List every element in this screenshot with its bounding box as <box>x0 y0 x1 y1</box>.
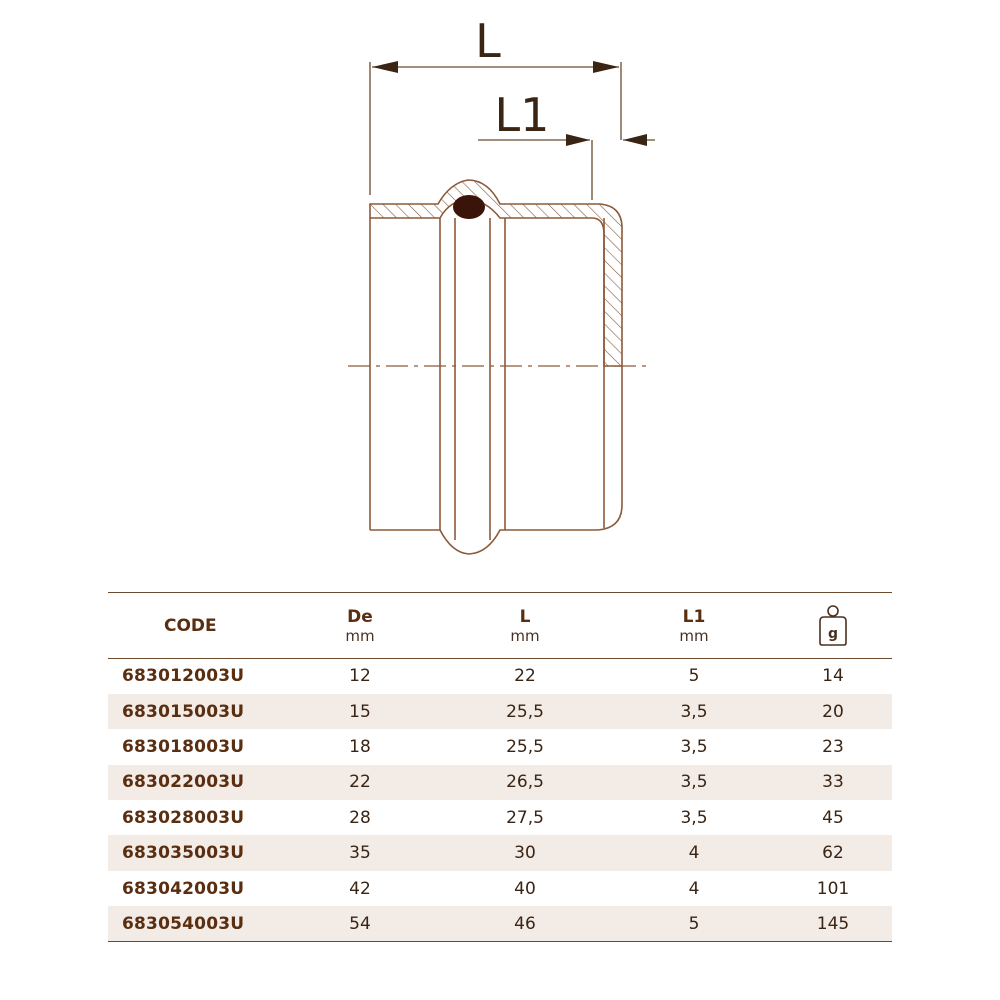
cell-weight: 101 <box>816 878 850 899</box>
table-row <box>108 765 892 800</box>
table-row <box>108 800 892 835</box>
cell-de: 28 <box>349 807 371 828</box>
weight-icon <box>816 603 850 649</box>
cell-l1: 3,5 <box>680 736 708 757</box>
cell-l1: 3,5 <box>680 772 708 793</box>
cell-l: 27,5 <box>506 807 544 828</box>
cell-de: 15 <box>349 701 371 722</box>
label-l1: L1 <box>494 88 550 142</box>
cell-de: 42 <box>349 878 371 899</box>
header-l <box>436 593 614 659</box>
header-l1 <box>614 593 774 659</box>
cell-code: 683018003U <box>122 736 245 757</box>
header-code-label: CODE <box>164 615 217 636</box>
cell-l1: 5 <box>688 913 700 934</box>
cell-weight: 45 <box>822 807 844 828</box>
dimension-l1 <box>478 88 655 200</box>
specification-table <box>108 592 892 942</box>
table-row <box>108 694 892 729</box>
table-row <box>108 871 892 906</box>
cell-l: 22 <box>514 666 536 687</box>
cell-l: 40 <box>514 878 536 899</box>
cell-l: 30 <box>514 843 536 864</box>
cell-de: 18 <box>349 736 371 757</box>
wall-section-hatched <box>370 180 622 366</box>
cell-l: 46 <box>514 913 536 934</box>
header-l1-unit: mm <box>679 626 709 645</box>
cell-weight: 145 <box>816 913 850 934</box>
cell-code: 683022003U <box>122 772 245 793</box>
sealing-ring <box>453 195 485 219</box>
cell-l1: 4 <box>688 843 700 864</box>
cell-weight: 20 <box>822 701 844 722</box>
table-row <box>108 906 892 941</box>
header-l-unit: mm <box>510 626 540 645</box>
header-de-unit: mm <box>345 626 375 645</box>
table-body <box>108 659 892 942</box>
cell-de: 22 <box>349 772 371 793</box>
header-code <box>108 593 284 659</box>
cell-l: 25,5 <box>506 736 544 757</box>
cell-code: 683012003U <box>122 666 245 687</box>
cell-de: 12 <box>349 666 371 687</box>
header-l1-label: L1 <box>682 606 706 627</box>
cell-l: 25,5 <box>506 701 544 722</box>
cell-code: 683015003U <box>122 701 245 722</box>
cell-l1: 4 <box>688 878 700 899</box>
cell-l1: 5 <box>688 666 700 687</box>
table-row <box>108 729 892 764</box>
cell-code: 683042003U <box>122 878 245 899</box>
cell-l: 26,5 <box>506 772 544 793</box>
cell-de: 35 <box>349 843 371 864</box>
header-weight <box>774 593 892 659</box>
cell-l1: 3,5 <box>680 807 708 828</box>
table-row <box>108 659 892 694</box>
cell-l1: 3,5 <box>680 701 708 722</box>
cell-weight: 23 <box>822 736 844 757</box>
cell-code: 683035003U <box>122 843 245 864</box>
cell-weight: 62 <box>822 843 844 864</box>
cell-code: 683028003U <box>122 807 245 828</box>
cell-weight: 14 <box>822 666 844 687</box>
weight-unit: g <box>827 625 839 642</box>
table-row <box>108 835 892 870</box>
table-header-row <box>108 593 892 659</box>
fitting-body-outline <box>370 218 622 554</box>
header-l-label: L <box>519 606 531 627</box>
header-de <box>284 593 436 659</box>
cell-weight: 33 <box>822 772 844 793</box>
cell-code: 683054003U <box>122 913 245 934</box>
label-l: L <box>475 14 501 68</box>
header-de-label: De <box>347 606 373 627</box>
cell-de: 54 <box>349 913 371 934</box>
